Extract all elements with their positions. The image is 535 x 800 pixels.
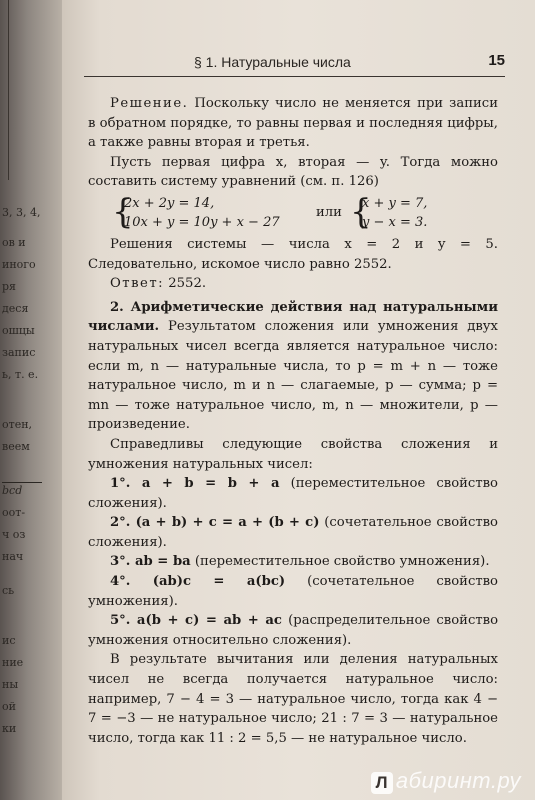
- adjacent-text-fragment: ь, т. е.: [2, 368, 39, 381]
- site-watermark: [371, 768, 521, 794]
- solution-text: Поскольку число не меняется при записи в обратном порядке, то равны первая и последняя цифры, а также равны вторая и третья.: [88, 96, 498, 151]
- adjacent-text-fragment: веем: [2, 440, 30, 453]
- section-title: § 1. Натуральные числа: [194, 54, 351, 70]
- adjacent-text-fragment: деся: [2, 302, 29, 315]
- adjacent-text-fragment: 3, 3, 4,: [2, 206, 41, 219]
- adjacent-page-rule: [8, 0, 9, 180]
- adjacent-text-fragment: оот-: [2, 506, 26, 519]
- property-text: (переместительное свойство умножения).: [190, 554, 490, 570]
- adjacent-text-fragment: ны: [2, 678, 19, 691]
- system-brace: {: [350, 191, 372, 232]
- property-formula: 4°. (ab)c = a(bc): [110, 574, 286, 590]
- answer-value: 2552.: [164, 276, 207, 292]
- page-body: [88, 94, 498, 748]
- equation: 2x + 2y = 14,: [124, 195, 215, 211]
- system-brace: {: [112, 191, 134, 232]
- property-text: (распределительное свойство умножения относительно сложения).: [88, 613, 499, 648]
- equation: y − x = 3.: [362, 214, 428, 230]
- solution-label: Решение.: [110, 96, 189, 111]
- adjacent-text-fragment: ой: [2, 700, 16, 713]
- properties-intro: Справедливы следующие свойства сложения и умножения натуральных чисел:: [88, 436, 498, 472]
- page-number: 15: [488, 52, 505, 69]
- adjacent-text-fragment: ние: [2, 656, 24, 669]
- equation: 10x + y = 10y + x − 27: [124, 214, 280, 230]
- system-solution-paragraph: Решения системы — числа x = 2 и y = 5. Следовательно, искомое число равно 2552.: [88, 236, 498, 272]
- equation: x + y = 7,: [362, 195, 428, 211]
- header-rule: [84, 76, 505, 77]
- adjacent-page-edge: [0, 0, 62, 800]
- system-separator: или: [316, 204, 342, 220]
- running-header: [84, 52, 505, 74]
- adjacent-text-fragment: сь: [2, 584, 15, 597]
- book-page: [62, 0, 535, 800]
- labirint-logo-icon: Л: [371, 772, 393, 794]
- property-formula: 5°. a(b + c) = ab + ac: [110, 613, 282, 629]
- watermark-text: абиринт.ру: [395, 768, 521, 793]
- solution-paragraph: [88, 94, 498, 153]
- adjacent-text-fragment: отен,: [2, 418, 33, 431]
- adjacent-text-fragment: иного: [2, 258, 36, 271]
- equation-systems: [88, 193, 498, 233]
- answer-paragraph: [88, 274, 498, 294]
- property-formula: 1°. a + b = b + a: [110, 476, 280, 492]
- adjacent-text-fragment: ис: [2, 634, 16, 647]
- adjacent-text-fragment: ов и: [2, 236, 26, 249]
- adjacent-text-fragment: запис: [2, 346, 36, 359]
- property-4: [88, 572, 498, 611]
- adjacent-text-fragment: ря: [2, 280, 16, 293]
- variables-paragraph: Пусть первая цифра x, вторая — y. Тогда можно составить систему уравнений (см. п. 126): [88, 154, 498, 190]
- adjacent-text-fragment: ки: [2, 722, 17, 735]
- section-text: Результатом сложения или умножения двух натуральных чисел всегда является натуральное число: если m, n — натуральные числа, то p = m + n — тоже натуральное число, m и n — слагаемые, p — сумма; p = mn — тоже натуральное число, m, n — множители, p — произведение.: [88, 319, 498, 433]
- property-2: [88, 513, 498, 552]
- section-heading: 2. Арифметические действия над натуральными числами.: [88, 299, 498, 335]
- property-text: (переместительное свойство сложения).: [88, 476, 498, 511]
- adjacent-box-line: [2, 482, 42, 483]
- property-5: [88, 611, 498, 650]
- property-3: [88, 552, 498, 572]
- adjacent-text-fragment: нач: [2, 550, 24, 563]
- section-paragraph: [88, 298, 498, 435]
- adjacent-text-fragment: bcd: [2, 484, 23, 497]
- property-formula: 3°. ab = ba: [110, 554, 191, 570]
- property-text: (сочетательное свойство сложения).: [88, 515, 498, 550]
- adjacent-text-fragment: ч оз: [2, 528, 26, 541]
- adjacent-text-fragment: ошцы: [2, 324, 35, 337]
- answer-label: Ответ:: [110, 276, 165, 292]
- subtraction-division-paragraph: В результате вычитания или деления натуральных чисел не всегда получается натуральное число: например, 7 − 4 = 3 — натуральное число, тогда как 4 − 7 = −3 — не натуральное число; 21 : 7 = 3 — натуральное число, тогда как 11 : 2 = 5,5 — не натуральное число.: [88, 652, 498, 746]
- property-1: [88, 474, 498, 513]
- property-text: (сочетательное свойство умножения).: [88, 574, 499, 609]
- property-formula: 2°. (a + b) + c = a + (b + c): [110, 515, 320, 531]
